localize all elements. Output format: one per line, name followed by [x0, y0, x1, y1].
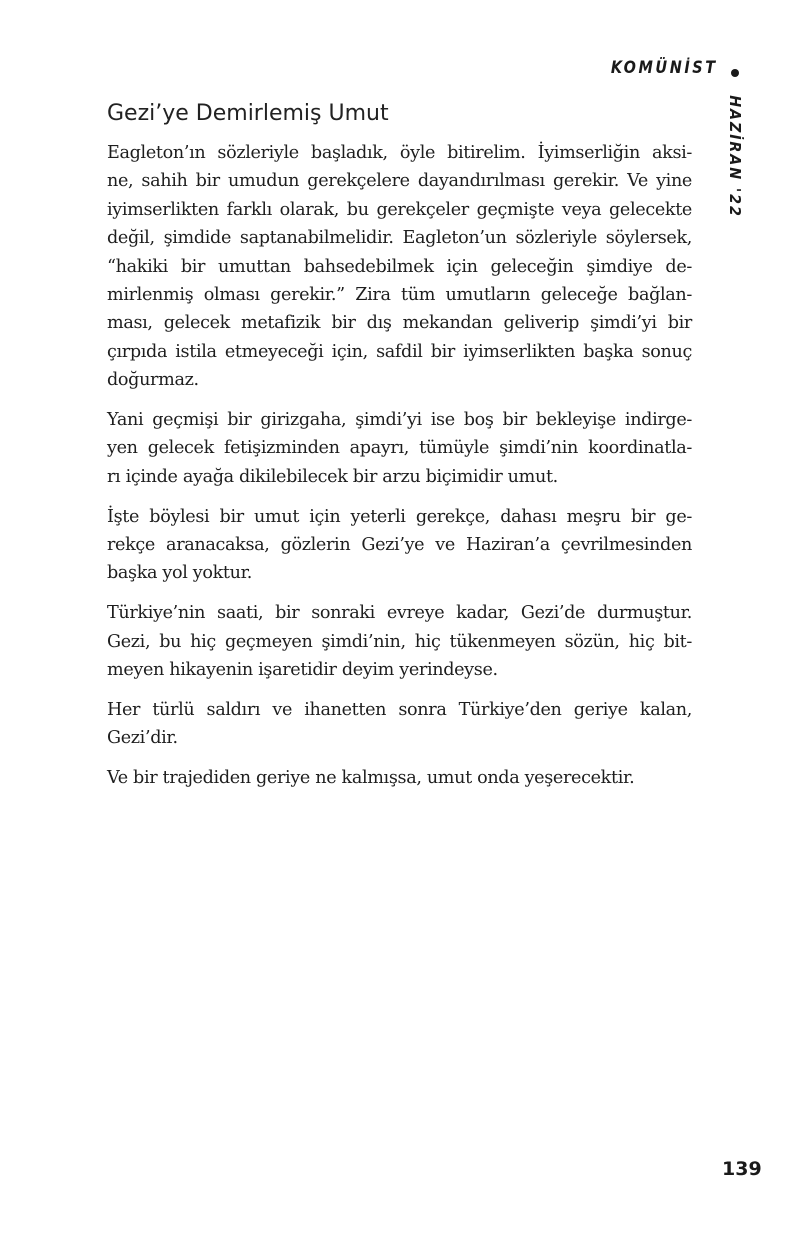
text-line: Gezi’dir.	[107, 728, 178, 749]
text-line: rı içinde ayağa dikilebilecek bir arzu biçimidir umut.	[107, 466, 558, 487]
bullet-dot-icon	[731, 69, 739, 77]
text-line: ne, sahih bir umudun gerekçelere dayandırılması gerekir. Ve yine	[107, 171, 692, 192]
running-header-issue: HAZİRAN '22	[726, 95, 744, 218]
text-line: İşte böylesi bir umut için yeterli gerekçe, dahası meşru bir ge-	[107, 506, 692, 527]
text-line: iyimserlikten farklı olarak, bu gerekçeler geçmişte veya gelecekte	[107, 199, 692, 220]
paragraph	[107, 139, 692, 395]
paragraph	[107, 503, 692, 588]
paragraph	[107, 696, 692, 753]
paragraph	[107, 406, 692, 491]
paragraph	[107, 599, 692, 684]
text-line: değil, şimdide saptanabilmelidir. Eagleton’un sözleriyle söylersek,	[107, 228, 692, 249]
text-line: doğurmaz.	[107, 370, 199, 391]
text-line: rekçe aranacaksa, gözlerin Gezi’ye ve Haziran’a çevrilmesinden	[107, 535, 692, 556]
text-line: Ve bir trajediden geriye ne kalmışsa, umut onda yeşerecektir.	[107, 768, 635, 789]
text-line: Türkiye’nin saati, bir sonraki evreye kadar, Gezi’de durmuştur.	[107, 603, 692, 624]
text-line: Yani geçmişi bir girizgaha, şimdi’yi ise boş bir bekleyişe indirge-	[107, 410, 692, 431]
text-line: çırpıda istila etmeyeceği için, safdil bir iyimserlikten başka sonuç	[107, 341, 692, 362]
page-number: 139	[722, 1158, 762, 1180]
section-title: Gezi’ye Demirlemiş Umut	[107, 101, 389, 126]
text-line: “hakiki bir umuttan bahsedebilmek için geleceğin şimdiye de-	[107, 256, 692, 277]
text-line: Gezi, bu hiç geçmeyen şimdi’nin, hiç tükenmeyen sözün, hiç bit-	[107, 631, 692, 652]
text-line: meyen hikayenin işaretidir deyim yerindeyse.	[107, 660, 498, 681]
text-line: başka yol yoktur.	[107, 563, 252, 584]
text-line: ması, gelecek metafizik bir dış mekandan geliverip şimdi’yi bir	[107, 313, 692, 334]
text-line: yen gelecek fetişizminden apayrı, tümüyle şimdi’nin koordinatla-	[107, 438, 692, 459]
text-line: mirlenmiş olması gerekir.” Zira tüm umutların geleceğe bağlan-	[107, 284, 692, 305]
text-line: Her türlü saldırı ve ihanetten sonra Türkiye’den geriye kalan,	[107, 700, 692, 721]
paragraph	[107, 764, 692, 792]
article-body	[107, 139, 692, 804]
text-line: Eagleton’ın sözleriyle başladık, öyle bitirelim. İyimserliğin aksi-	[107, 143, 692, 163]
running-header-magazine: KOMÜNİST	[611, 58, 718, 78]
